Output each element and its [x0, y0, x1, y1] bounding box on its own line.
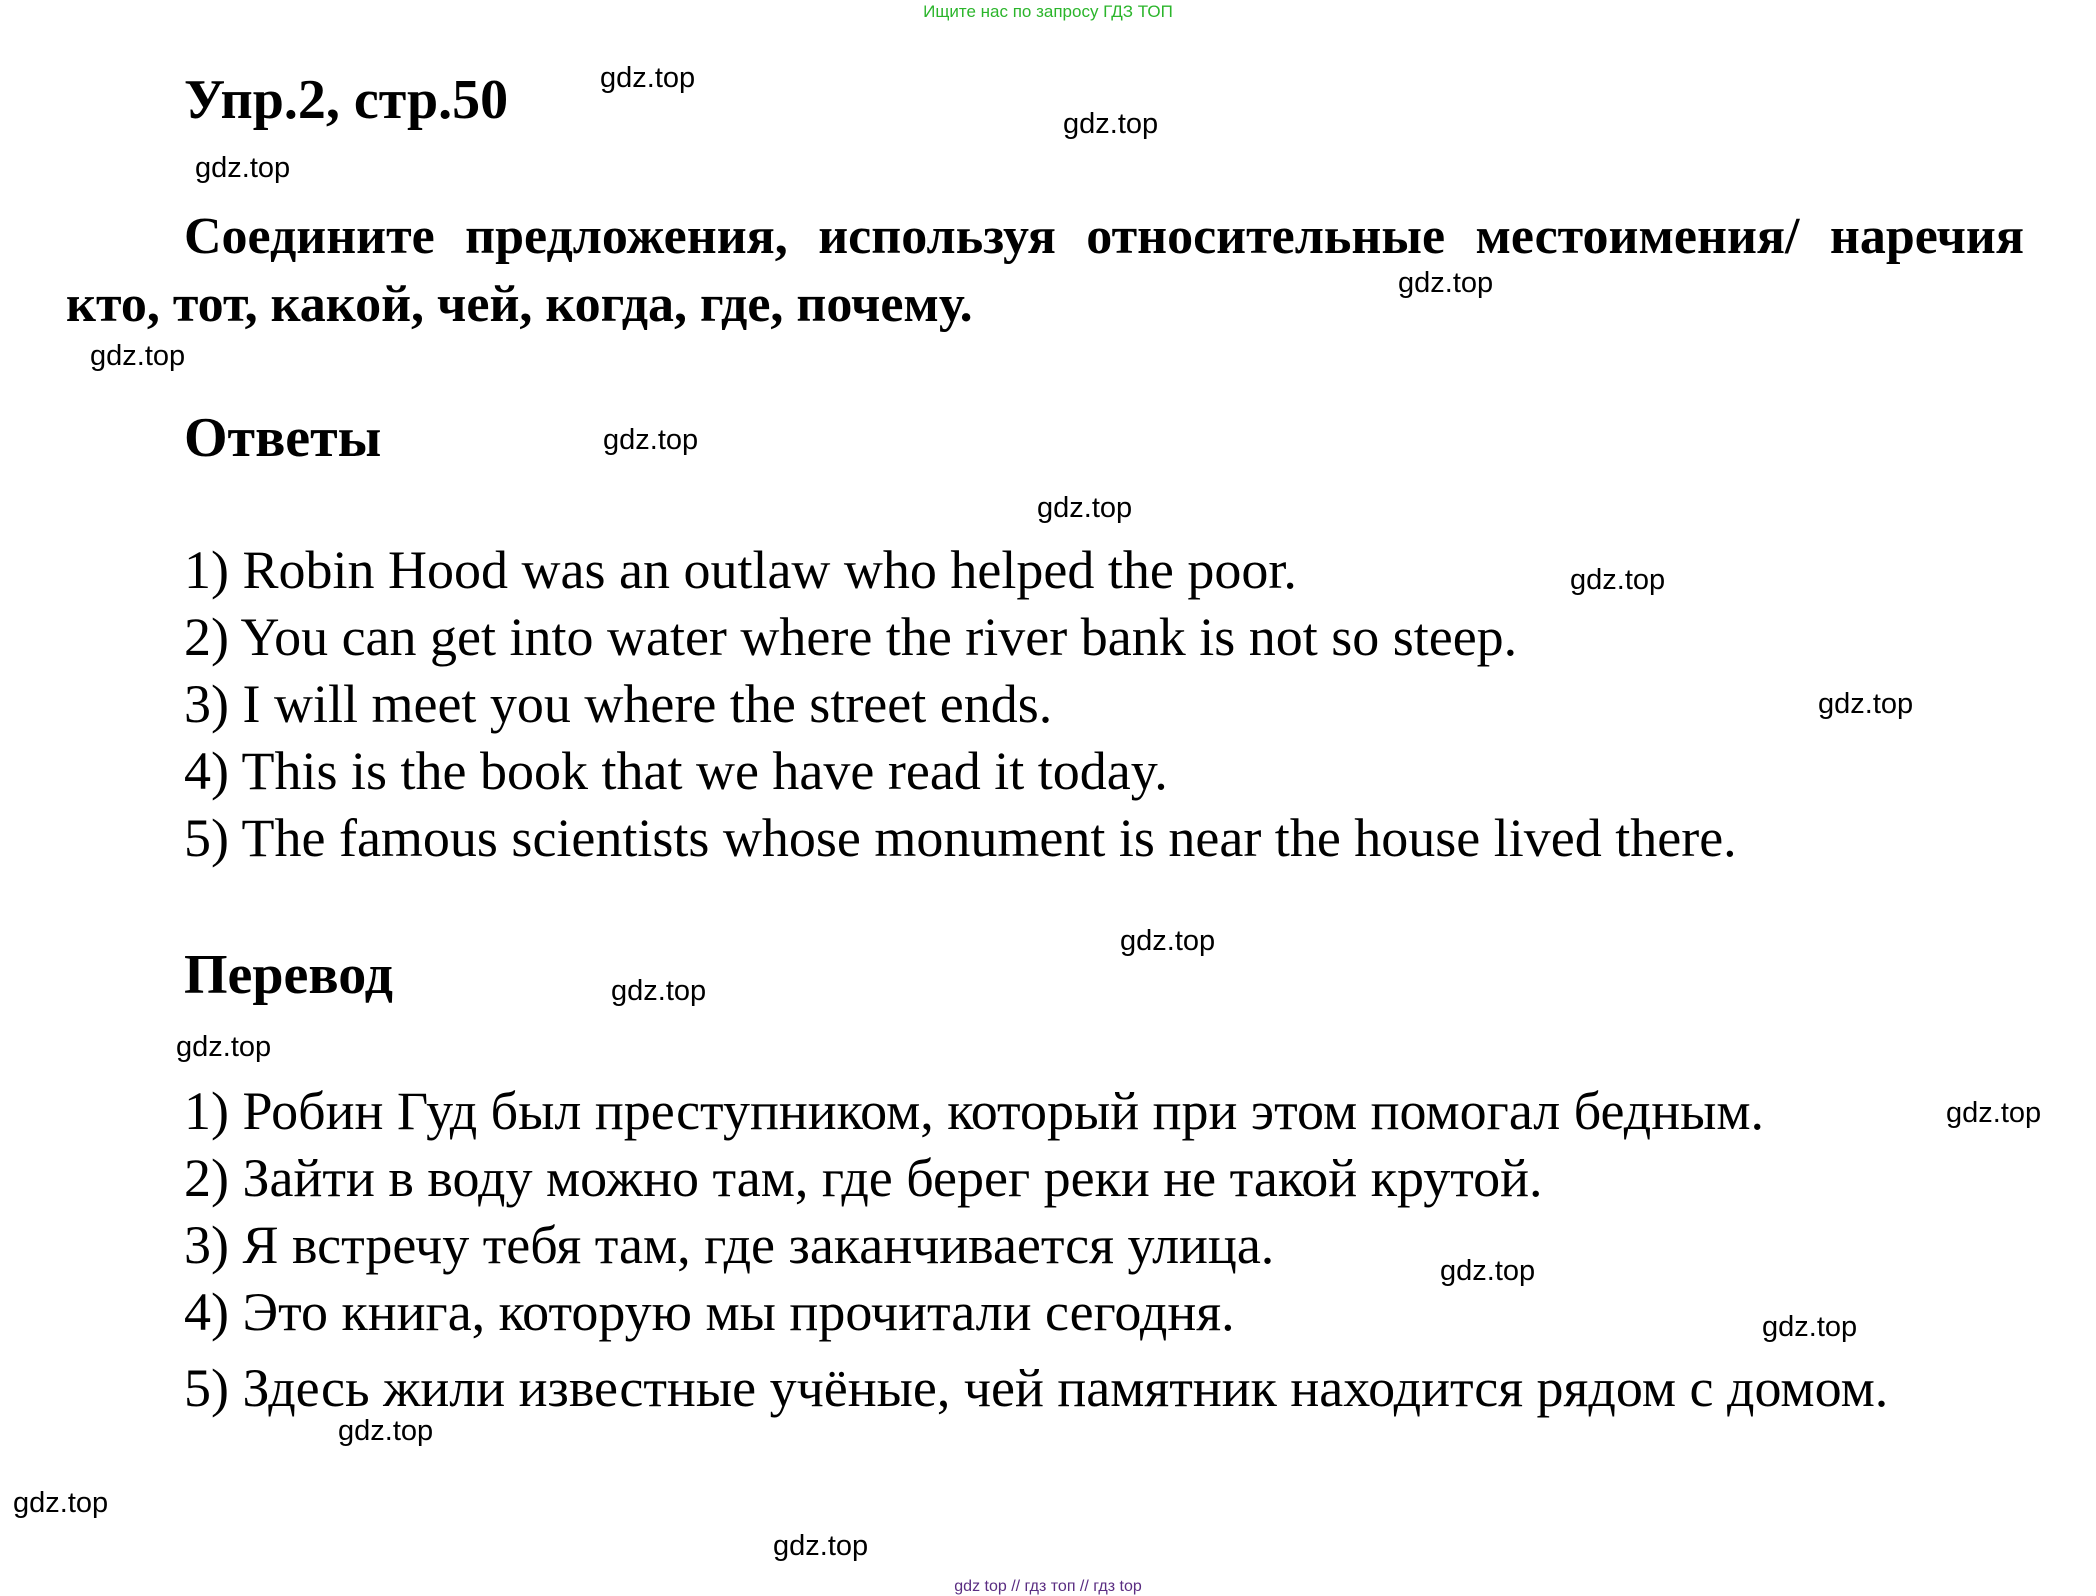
answer-item-5: 5) The famous scientists whose monument is near the house lived there. [184, 808, 1737, 868]
watermark: gdz.top [1946, 1097, 2042, 1129]
watermark: gdz.top [1440, 1255, 1536, 1287]
watermark: gdz.top [195, 152, 291, 184]
watermark: gdz.top [600, 62, 696, 94]
answers-heading: Ответы [184, 407, 382, 469]
watermark: gdz.top [1398, 267, 1494, 299]
watermark: gdz.top [773, 1530, 869, 1562]
watermark: gdz.top [1762, 1311, 1858, 1343]
watermark: gdz.top [13, 1487, 109, 1519]
top-banner[interactable]: Ищите нас по запросу ГДЗ ТОП [923, 2, 1173, 21]
watermark: gdz.top [90, 340, 186, 372]
translation-item-2: 2) Зайти в воду можно там, где берег реки не такой крутой. [184, 1148, 1543, 1208]
translation-heading: Перевод [184, 944, 393, 1006]
watermark: gdz.top [338, 1415, 434, 1447]
exercise-title: Упр.2, стр.50 [184, 69, 509, 131]
answer-item-4: 4) This is the book that we have read it today. [184, 741, 1168, 801]
translation-item-3: 3) Я встречу тебя там, где заканчивается улица. [184, 1215, 1275, 1275]
task-instruction: Соедините предложения, используя относительные местоимения/ наречия кто, тот, какой, чей, когда, где, почему. [66, 208, 2024, 333]
watermark: gdz.top [1818, 688, 1914, 720]
watermark: gdz.top [1570, 564, 1666, 596]
translation-item-5: 5) Здесь жили известные учёные, чей памятник находится рядом с домом. [184, 1358, 1889, 1418]
watermark: gdz.top [176, 1031, 272, 1063]
watermark: gdz.top [611, 975, 707, 1007]
watermark: gdz.top [603, 424, 699, 456]
watermark: gdz.top [1037, 492, 1133, 524]
watermark: gdz.top [1120, 925, 1216, 957]
answer-item-2: 2) You can get into water where the river bank is not so steep. [184, 607, 1518, 667]
watermark: gdz.top [1063, 108, 1159, 140]
translation-item-1: 1) Робин Гуд был преступником, который при этом помогал бедным. [184, 1081, 1765, 1141]
footer-links[interactable]: gdz top // гдз топ // гдз top [954, 1578, 1142, 1595]
answer-item-3: 3) I will meet you where the street ends. [184, 674, 1053, 734]
translation-item-4: 4) Это книга, которую мы прочитали сегодня. [184, 1282, 1235, 1342]
answer-item-1: 1) Robin Hood was an outlaw who helped the poor. [184, 540, 1297, 600]
